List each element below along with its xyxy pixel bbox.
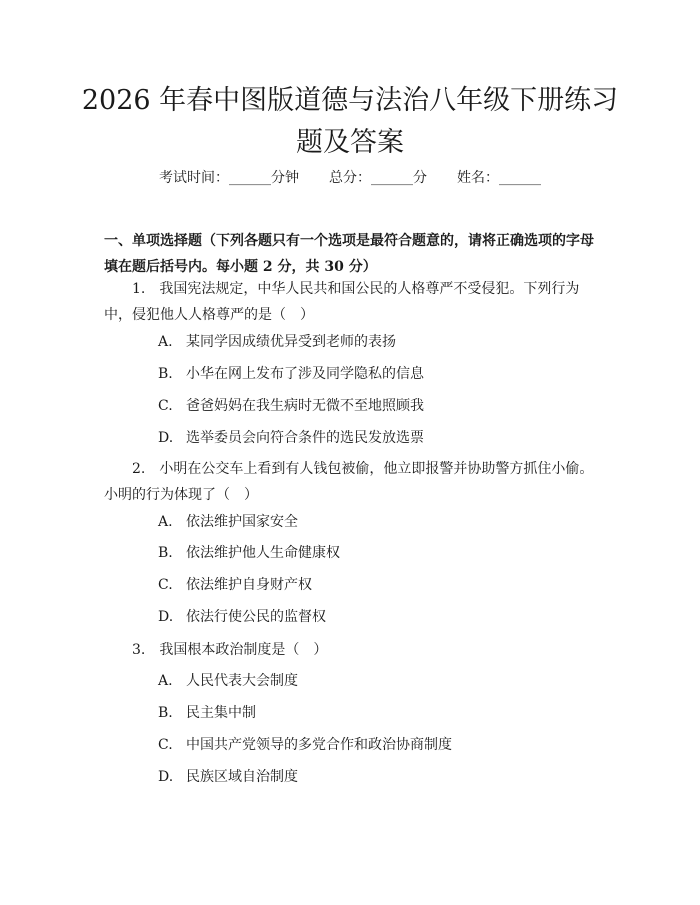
student-name: 姓名：______ — [457, 170, 541, 186]
option-text: 民主集中制 — [186, 705, 256, 721]
question-1-stem: 1. 我国宪法规定，中华人民共和国公民的人格尊严不受侵犯。下列行为中，侵犯他人人格尊严的是（ ） — [104, 281, 580, 323]
section-heading: 一、单项选择题（下列各题只有一个选项是最符合题意的，请将正确选项的字母填在题后括号内。每小题 2 分，共 30 分） — [104, 233, 594, 275]
option-letter: D. — [158, 769, 174, 785]
question-3-option-a — [158, 671, 598, 691]
question-2-option-d — [158, 607, 598, 627]
option-text: 依法维护他人生命健康权 — [186, 545, 340, 561]
option-text: 依法维护国家安全 — [186, 514, 298, 530]
option-letter: C. — [158, 577, 173, 593]
question-2-option-b — [158, 543, 598, 563]
option-letter: A. — [158, 673, 173, 689]
option-text: 选举委员会向符合条件的选民发放选票 — [186, 430, 424, 446]
option-letter: A. — [158, 334, 173, 350]
question-3-option-c — [158, 735, 598, 755]
question-1-option-c — [158, 396, 598, 416]
option-letter: C. — [158, 398, 173, 414]
option-text: 人民代表大会制度 — [186, 673, 298, 689]
question-1-option-b — [158, 364, 598, 384]
option-letter: B. — [158, 545, 173, 561]
title-line-2: 题及答案 — [296, 127, 404, 158]
option-letter: A. — [158, 514, 173, 530]
question-3-stem: 3. 我国根本政治制度是（ ） — [132, 642, 328, 658]
question-1-option-a — [158, 332, 598, 352]
question-3-option-d — [158, 767, 598, 787]
option-letter: D. — [158, 609, 174, 625]
option-text: 民族区域自治制度 — [186, 769, 298, 785]
total-score: 总分：______分 — [329, 170, 427, 186]
option-letter: C. — [158, 737, 173, 753]
question-2-stem: 2. 小明在公交车上看到有人钱包被偷，他立即报警并协助警方抓住小偷。小明的行为体现了（ ） — [104, 461, 594, 503]
title-line-1: 2026 年春中图版道德与法治八年级下册练习 — [81, 85, 619, 116]
question-3-option-b — [158, 703, 598, 723]
option-letter: D. — [158, 430, 174, 446]
option-text: 某同学因成绩优异受到老师的表扬 — [186, 334, 396, 350]
option-letter: B. — [158, 366, 173, 382]
question-2-option-c — [158, 575, 598, 595]
exam-time: 考试时间：______分钟 — [159, 170, 299, 186]
option-text: 爸爸妈妈在我生病时无微不至地照顾我 — [186, 398, 424, 414]
option-letter: B. — [158, 705, 173, 721]
option-text: 依法行使公民的监督权 — [186, 609, 326, 625]
question-2-option-a — [158, 512, 598, 532]
exam-meta — [0, 168, 700, 188]
document-title — [60, 80, 640, 164]
question-1-option-d — [158, 428, 598, 448]
option-text: 中国共产党领导的多党合作和政治协商制度 — [186, 737, 452, 753]
option-text: 依法维护自身财产权 — [186, 577, 312, 593]
option-text: 小华在网上发布了涉及同学隐私的信息 — [186, 366, 424, 382]
